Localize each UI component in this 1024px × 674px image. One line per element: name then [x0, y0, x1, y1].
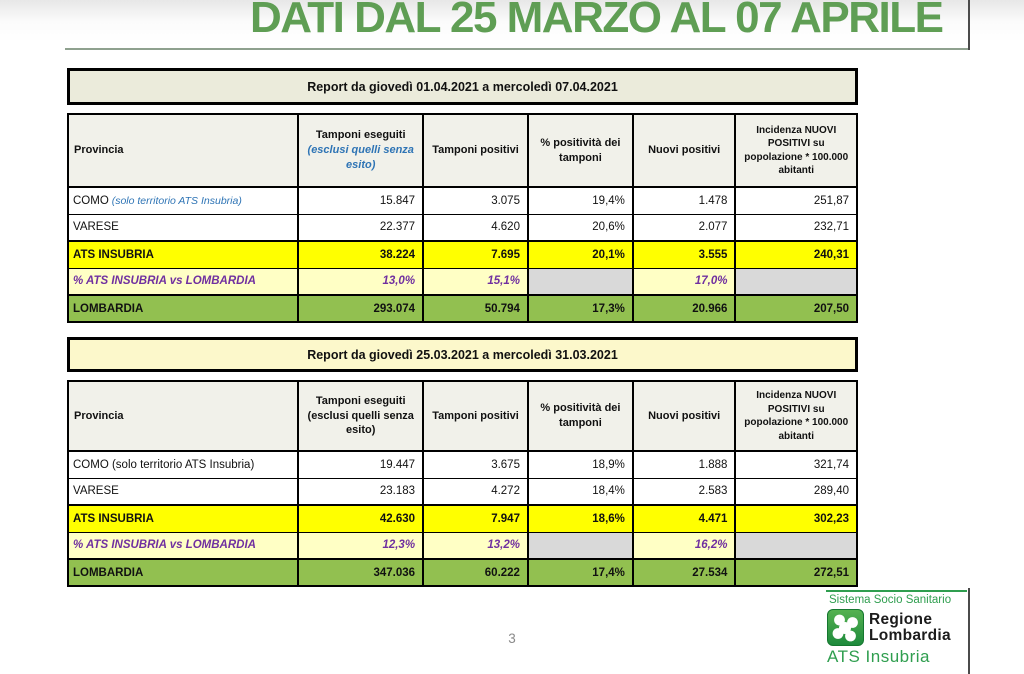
value-cell: 321,74: [735, 451, 857, 478]
value-cell: 22.377: [298, 214, 423, 241]
column-header-tamponi-positivi: Tamponi positivi: [423, 114, 528, 187]
value-cell: 50.794: [423, 295, 528, 322]
table-header-row: [68, 114, 857, 187]
value-cell: 17,0%: [633, 268, 736, 295]
value-cell: 15,1%: [423, 268, 528, 295]
value-cell: 18,9%: [528, 451, 633, 478]
value-cell: 251,87: [735, 187, 857, 214]
footer-sistema-label: Sistema Socio Sanitario: [829, 594, 952, 606]
report-table-2-host: [67, 380, 858, 587]
column-header-provincia: Provincia: [68, 114, 298, 187]
value-cell: 12,3%: [298, 532, 423, 559]
column-header-positivita: % positività dei tamponi: [528, 114, 633, 187]
right-border-bottom: [968, 588, 970, 674]
row-label: VARESE: [68, 214, 298, 241]
value-cell: 17,3%: [528, 295, 633, 322]
footer-ats-label: ATS Insubria: [827, 647, 931, 666]
value-cell: 18,6%: [528, 505, 633, 532]
title-underline: [65, 48, 970, 50]
table-row: [68, 187, 857, 214]
value-cell: 232,71: [735, 214, 857, 241]
value-cell: [528, 532, 633, 559]
value-cell: 23.183: [298, 478, 423, 505]
page-number: 3: [508, 631, 516, 646]
value-cell: [735, 268, 857, 295]
value-cell: 7.695: [423, 241, 528, 268]
column-header-incidenza: Incidenza NUOVI POSITIVI su popolazione * 100.000 abitanti: [735, 114, 857, 187]
value-cell: [528, 268, 633, 295]
row-label: COMO (solo territorio ATS Insubria): [68, 451, 298, 478]
right-border-top: [968, 0, 970, 50]
value-cell: 38.224: [298, 241, 423, 268]
table-row: [68, 241, 857, 268]
value-cell: 2.583: [633, 478, 736, 505]
column-header-tamponi-eseguiti: Tamponi eseguiti (esclusi quelli senza esito): [298, 381, 423, 451]
value-cell: 272,51: [735, 559, 857, 586]
row-label: LOMBARDIA: [68, 295, 298, 322]
footer-green-rule: [826, 590, 967, 592]
value-cell: 15.847: [298, 187, 423, 214]
value-cell: 2.077: [633, 214, 736, 241]
table-row: [68, 451, 857, 478]
value-cell: 3.075: [423, 187, 528, 214]
row-label: ATS INSUBRIA: [68, 241, 298, 268]
value-cell: [735, 532, 857, 559]
footer-brand-line1: Regione: [869, 611, 933, 628]
row-label: % ATS INSUBRIA vs LOMBARDIA: [68, 532, 298, 559]
value-cell: 42.630: [298, 505, 423, 532]
value-cell: 17,4%: [528, 559, 633, 586]
value-cell: 1.888: [633, 451, 736, 478]
value-cell: 4.471: [633, 505, 736, 532]
table-row: [68, 505, 857, 532]
value-cell: 27.534: [633, 559, 736, 586]
row-label: COMO (solo territorio ATS Insubria): [68, 187, 298, 214]
value-cell: 20.966: [633, 295, 736, 322]
table-row: [68, 532, 857, 559]
value-cell: 3.675: [423, 451, 528, 478]
column-header-nuovi-positivi: Nuovi positivi: [633, 381, 736, 451]
report-table: [67, 113, 858, 323]
column-subheader: (esclusi quelli senza esito): [307, 144, 414, 171]
row-label: LOMBARDIA: [68, 559, 298, 586]
value-cell: 4.272: [423, 478, 528, 505]
value-cell: 20,1%: [528, 241, 633, 268]
value-cell: 13,0%: [298, 268, 423, 295]
value-cell: 293.074: [298, 295, 423, 322]
table-row: [68, 559, 857, 586]
table-row: [68, 214, 857, 241]
report-band-2: Report da giovedì 25.03.2021 a mercoledì 31.03.2021: [67, 337, 858, 372]
column-subheader: (esclusi quelli senza esito): [307, 409, 414, 437]
value-cell: 16,2%: [633, 532, 736, 559]
value-cell: 13,2%: [423, 532, 528, 559]
page-title: DATI DAL 25 MARZO AL 07 APRILE: [250, 0, 943, 42]
report-table-1-host: [67, 113, 858, 323]
value-cell: 3.555: [633, 241, 736, 268]
column-header-tamponi-positivi: Tamponi positivi: [423, 381, 528, 451]
value-cell: 18,4%: [528, 478, 633, 505]
column-header-tamponi-eseguiti: Tamponi eseguiti (esclusi quelli senza esito): [298, 114, 423, 187]
footer-brand-line2: Lombardia: [869, 626, 951, 644]
row-label: VARESE: [68, 478, 298, 505]
column-header-positivita: % positività dei tamponi: [528, 381, 633, 451]
value-cell: 302,23: [735, 505, 857, 532]
value-cell: 20,6%: [528, 214, 633, 241]
table-row: [68, 478, 857, 505]
row-label-suffix: (solo territorio ATS Insubria): [108, 194, 242, 207]
report-table: [67, 380, 858, 587]
table-row: [68, 268, 857, 295]
column-header-nuovi-positivi: Nuovi positivi: [633, 114, 736, 187]
value-cell: 240,31: [735, 241, 857, 268]
value-cell: 60.222: [423, 559, 528, 586]
value-cell: 19,4%: [528, 187, 633, 214]
row-label: ATS INSUBRIA: [68, 505, 298, 532]
value-cell: 7.947: [423, 505, 528, 532]
column-header-provincia: Provincia: [68, 381, 298, 451]
footer-brand: [869, 612, 951, 643]
value-cell: 347.036: [298, 559, 423, 586]
column-header-incidenza: Incidenza NUOVI POSITIVI su popolazione * 100.000 abitanti: [735, 381, 857, 451]
value-cell: 207,50: [735, 295, 857, 322]
rosa-camuna-icon: [827, 609, 864, 646]
table-header-row: [68, 381, 857, 451]
report-band-1: Report da giovedì 01.04.2021 a mercoledì 07.04.2021: [67, 68, 858, 105]
value-cell: 4.620: [423, 214, 528, 241]
value-cell: 19.447: [298, 451, 423, 478]
table-row: [68, 295, 857, 322]
row-label: % ATS INSUBRIA vs LOMBARDIA: [68, 268, 298, 295]
value-cell: 1.478: [633, 187, 736, 214]
value-cell: 289,40: [735, 478, 857, 505]
